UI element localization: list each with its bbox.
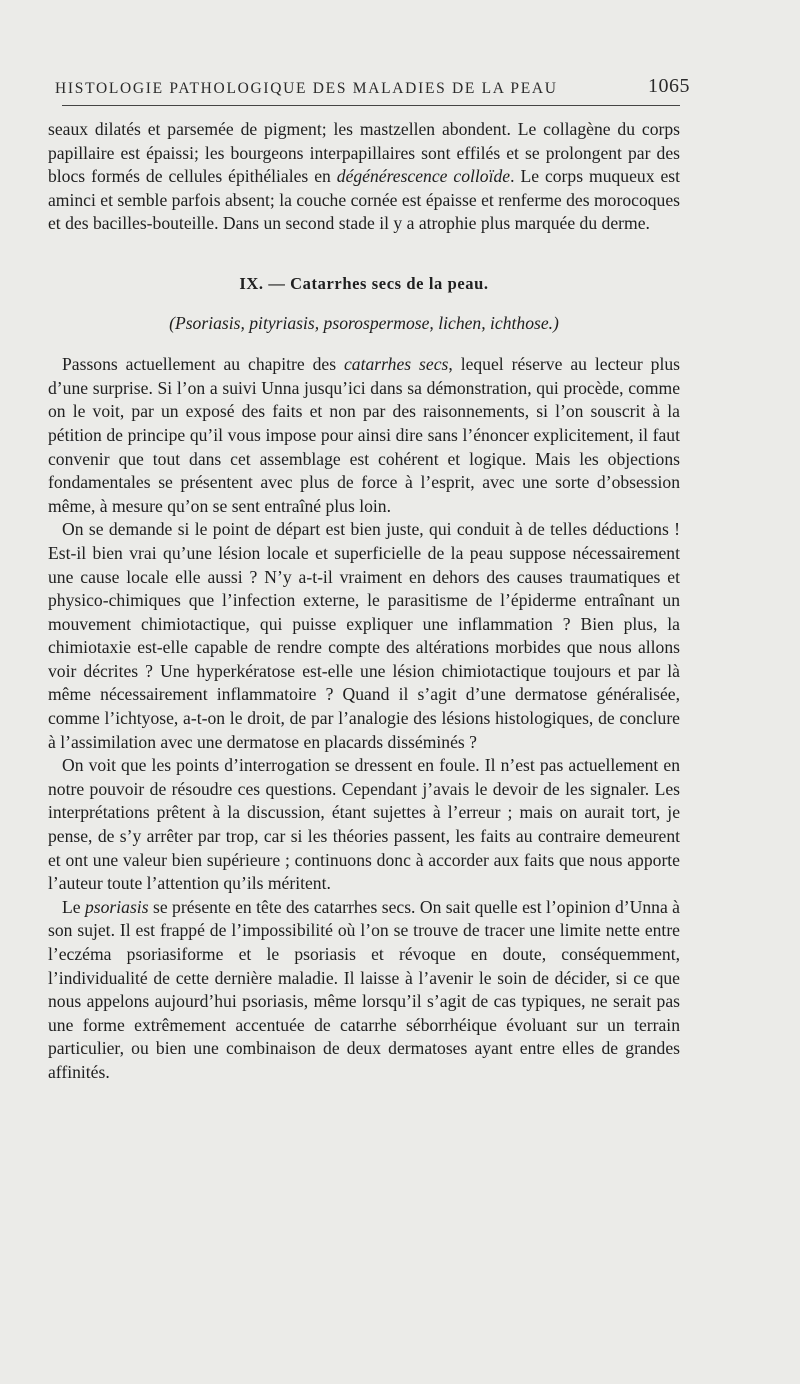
italic-term: catarrhes secs — [343, 354, 449, 375]
paragraph-4: On voit que les points d’interrogation se dressent en foule. Il n’est pas actuellement en notre pouvoir de résoudre ces questions. Cependant j’avais le devoir de les signaler. Les interprétations prêtent à la discussion, étant sujettes à l’erreur ; mais on aurait tort, je pense, de s’y arrêter par trop, car si les théories passent, les faits au contraire demeurent et ont une valeur bien supérieure ; continuons donc à accorder aux faits que nous apporte l’auteur toute l’attention qu’ils méritent. — [48, 755, 680, 894]
italic-term: dégénérescence colloïde — [336, 166, 511, 187]
header-rule — [62, 105, 680, 106]
paragraph-continuation: seaux dilatés et parsemée de pigment; les mastzellen abondent. Le collagène du corps papillaire est épaissi; les bourgeons interpapillaires sont effilés et se prolongent par des blocs formés de cellules épithéliales en dégénérescence colloïde. Le corps muqueux est aminci et semble parfois absent; la couche cornée est épaisse et renferme des morocoques et des bacilles-bouteille. Dans un second stade il y a atrophie plus marquée du derme. — [48, 119, 680, 234]
page-number: 1065 — [648, 75, 690, 97]
paragraph-2: Passons actuellement au chapitre des catarrhes secs, lequel réserve au lecteur plus d’une surprise. Si l’on a suivi Unna jusqu’ici dans sa démonstration, qui procède, comme on le voit, par un exposé des faits et non par des raisonnements, si l’on souscrit à la pétition de principe qu’il vous impose pour ainsi dire sans l’énoncer explicitement, il faut convenir que tout dans cet assemblage est cohérent et logique. Mais les objections fondamentales se présentent avec plus de force à l’esprit, avec une sorte d’obsession même, à mesure qu’on se sent entraîné plus loin. — [48, 354, 680, 516]
running-title: HISTOLOGIE PATHOLOGIQUE DES MALADIES DE LA PEAU — [55, 80, 558, 97]
running-header — [55, 58, 690, 98]
section-subtitle: (Psoriasis, pityriasis, psorospermose, lichen, ichthose.) — [169, 312, 559, 333]
section-title: IX. — Catarrhes secs de la peau. — [239, 273, 489, 293]
page-body — [48, 118, 680, 1085]
paragraph-5: Le psoriasis se présente en tête des catarrhes secs. On sait quelle est l’opinion d’Unna à son sujet. Il est frappé de l’impossibilité où l’on se trouve de tracer une limite nette entre l’eczéma psoriasiforme et le psoriasis et révoque en doute, conséquemment, l’individualité de cette dernière maladie. Il laisse à l’avenir le soin de décider, si ce que nous appelons aujourd’hui psoriasis, même lorsqu’il s’agit de cas typiques, ne serait pas une forme extrêmement accentuée de catarrhe séborrhéique évoluant sur un terrain particulier, ou bien une combinaison de deux dermatoses ayant entre elles de grandes affinités. — [48, 896, 680, 1082]
paragraph-3: On se demande si le point de départ est bien juste, qui conduit à de telles déductions ! Est-il bien vrai qu’une lésion locale et superficielle de la peau suppose nécessairement une cause locale elle aussi ? N’y a-t-il vraiment en dehors des causes traumatiques et physico-chimiques que l’infection externe, le parasitisme de l’épiderme entraînant un mouvement chimiotactique, qui puisse expliquer une inflammation ? Bien plus, la chimiotaxie est-elle capable de rendre compte des altérations morbides que nous allons voir décrites ? Une hyperkératose est-elle une lésion chimiotactique toujours et par là même nécessairement inflammatoire ? Quand il s’agit d’une dermatose généralisée, comme l’ichtyose, a-t-on le droit, de par l’analogie des lésions histologiques, de conclure à l’assimilation avec une dermatose en placards disséminés ? — [48, 519, 680, 752]
italic-term: psoriasis — [84, 896, 149, 917]
